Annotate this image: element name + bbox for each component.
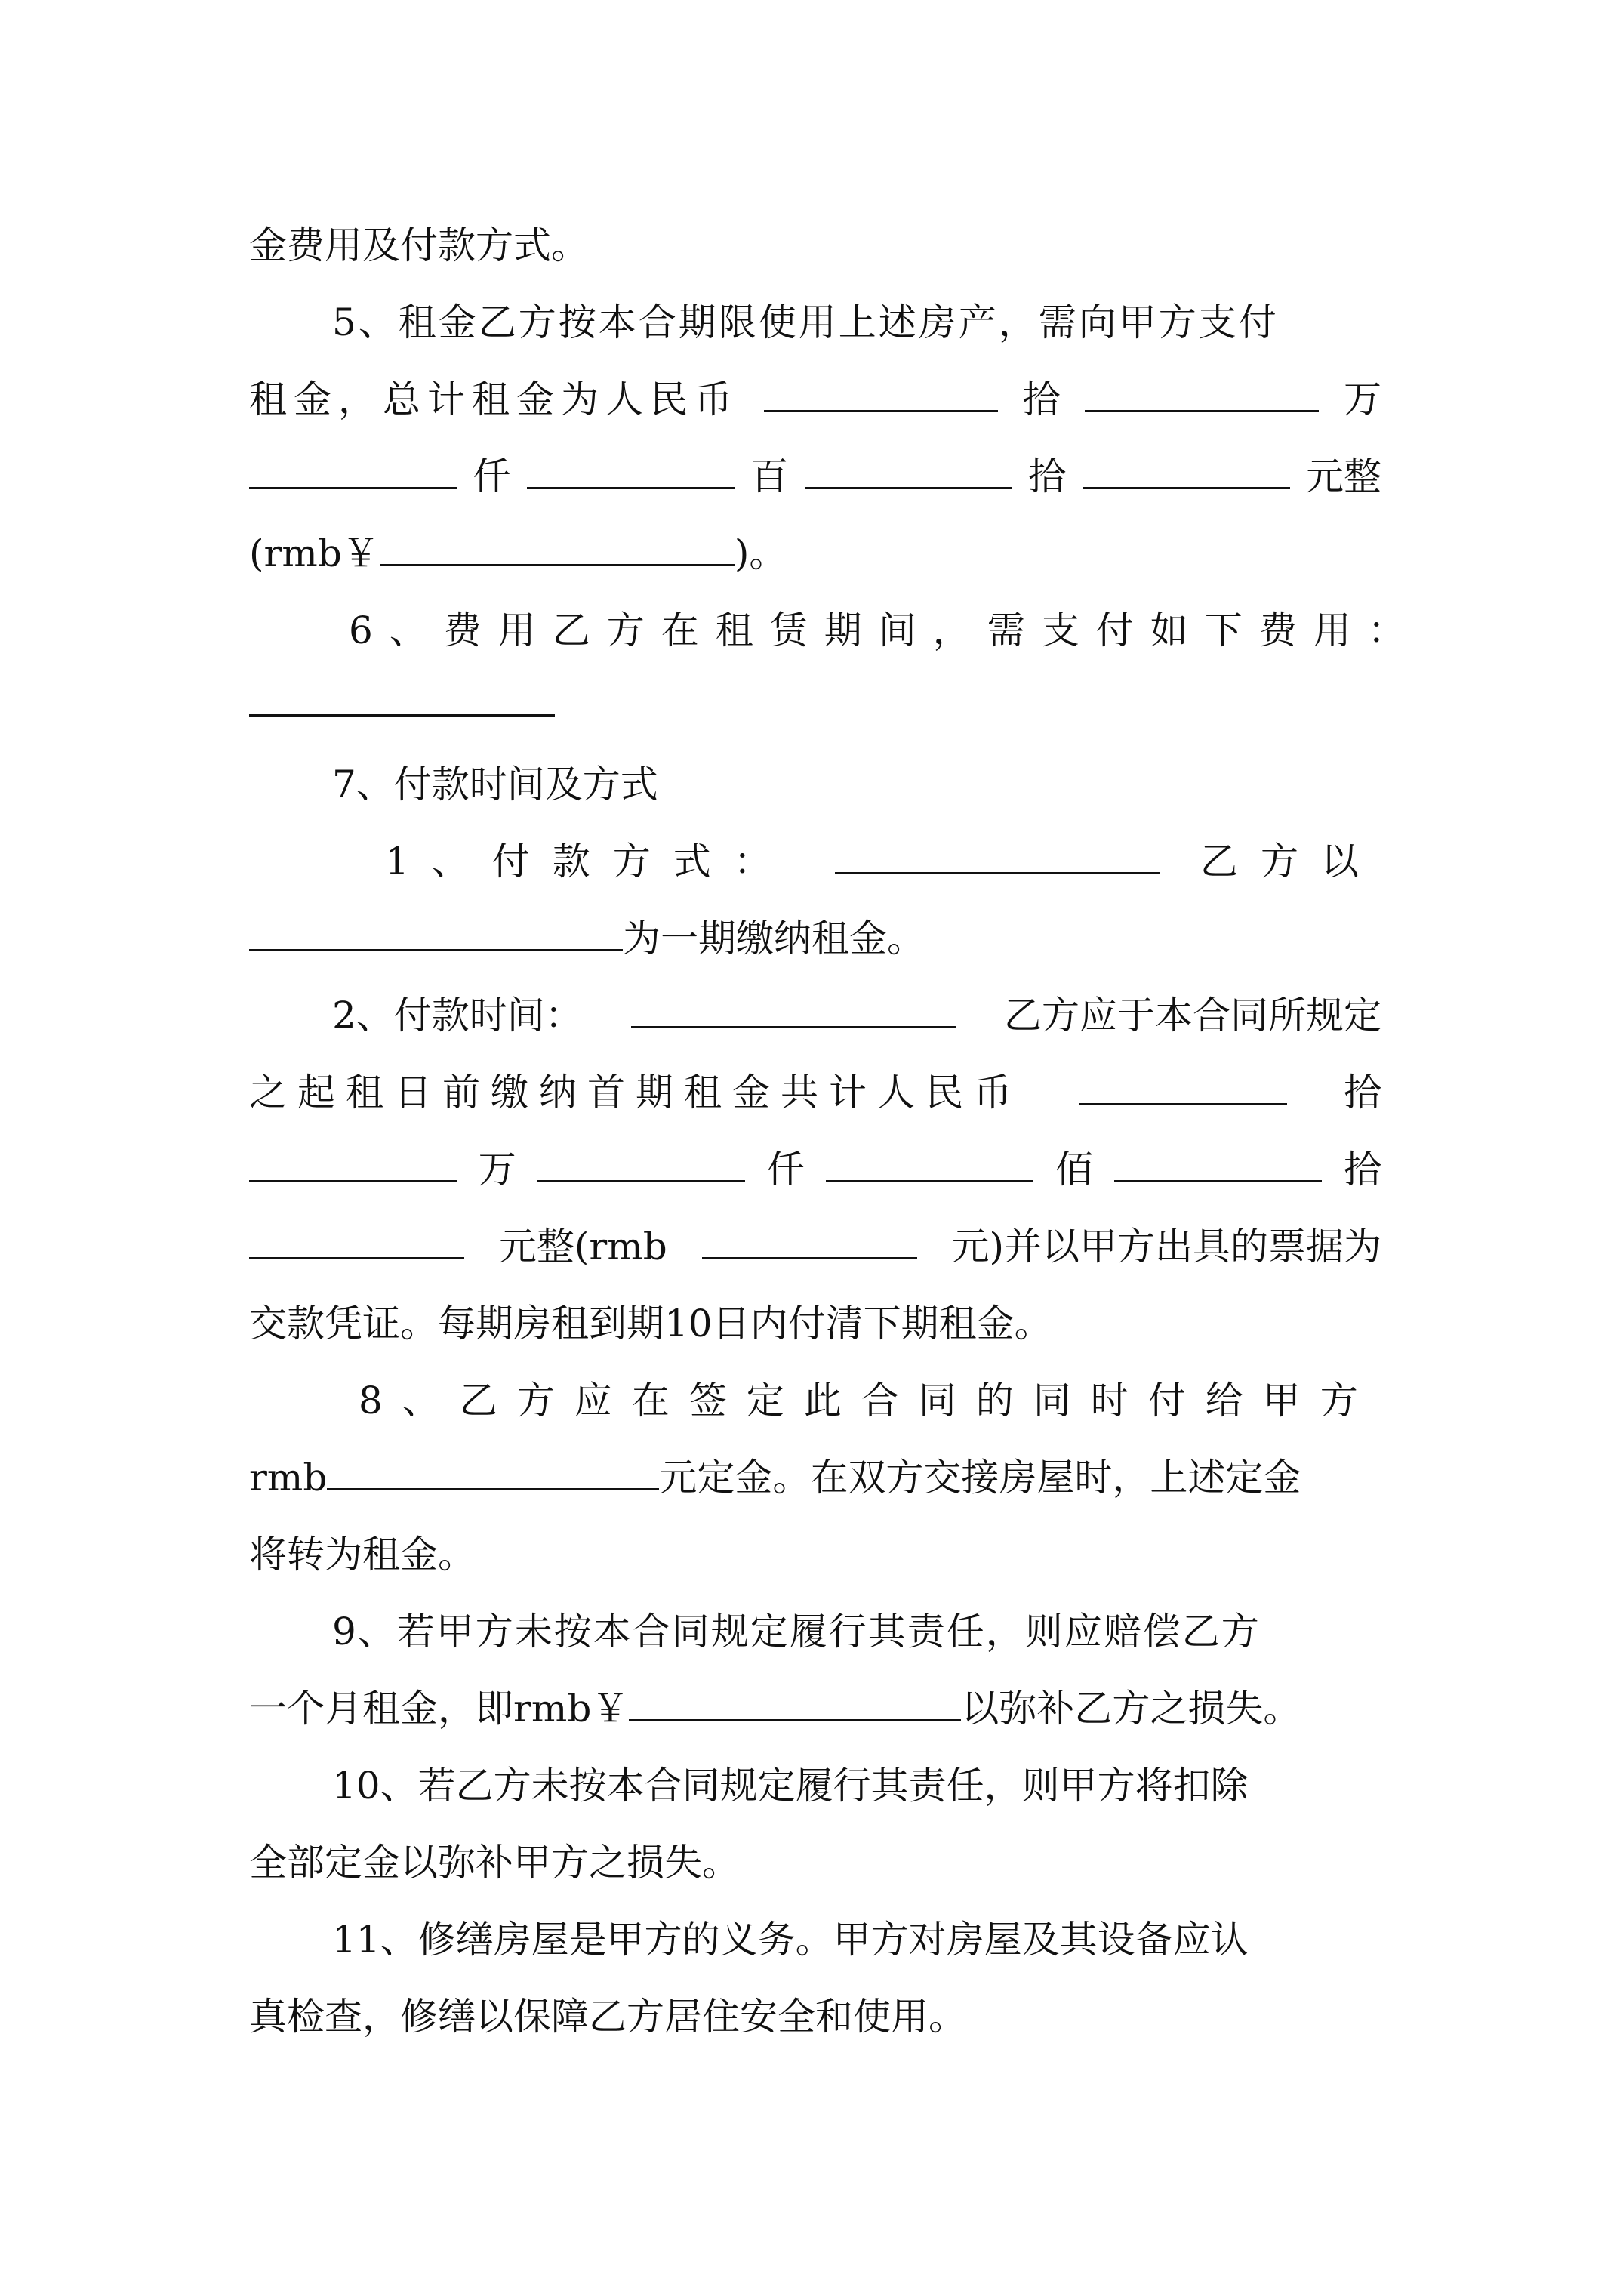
blank-field[interactable]	[327, 1455, 659, 1490]
blank-field[interactable]	[249, 681, 555, 717]
clause-7-text: 1、付款方式：	[385, 840, 794, 883]
clause-5-text: (rmb￥	[249, 532, 380, 575]
blank-field[interactable]	[537, 1147, 745, 1182]
blank-field[interactable]	[835, 839, 1160, 874]
blank-field[interactable]	[1114, 1147, 1322, 1182]
blank-field[interactable]	[249, 916, 623, 951]
clause-5-text: 仟	[473, 455, 511, 498]
clause-5-text: 元整	[1305, 455, 1381, 498]
blank-field[interactable]	[1079, 1070, 1287, 1105]
clause-7-line	[249, 912, 1381, 965]
clause-5-text: 万	[1344, 378, 1381, 421]
clause-7-line	[332, 989, 1381, 1042]
clause-7-text: 万	[478, 1148, 516, 1191]
clause-7-line	[249, 1143, 1381, 1196]
clause-6-text: 6、费用乙方在租赁期间，需支付如下费用：	[349, 609, 1422, 652]
clause-8-line	[249, 1451, 1381, 1504]
clause-5-text: 拾	[1022, 378, 1061, 421]
clause-9-line	[332, 1605, 1464, 1658]
clause-7-text: 乙方应于本合同所规定	[1004, 994, 1381, 1037]
clause-7-text: 乙方以	[1200, 840, 1381, 883]
blank-field[interactable]	[1085, 377, 1319, 412]
text-line	[249, 219, 1381, 272]
clause-11-line	[332, 1913, 1464, 1966]
clause-9-line	[249, 1682, 1381, 1735]
clause-7-line	[249, 1066, 1381, 1119]
clause-7-text: 之起租日前缴纳首期租金共计人民币	[249, 1071, 1022, 1114]
blank-field[interactable]	[702, 1224, 917, 1259]
blank-field[interactable]	[764, 377, 998, 412]
clause-11-text: 11、修缮房屋是甲方的义务。甲方对房屋及其设备应认	[332, 1918, 1249, 1962]
blank-field[interactable]	[380, 531, 735, 566]
clause-7-text: 2、付款时间：	[332, 994, 583, 1037]
blank-field[interactable]	[249, 1147, 457, 1182]
clause-7-text: 为一期缴纳租金。	[623, 917, 925, 960]
clause-5-text: 5、租金乙方按本合期限使用上述房产，需向甲方支付	[332, 300, 1279, 344]
blank-field[interactable]	[826, 1147, 1033, 1182]
clause-5-text: )。	[734, 532, 787, 575]
clause-10-line	[249, 1836, 1381, 1889]
blank-field[interactable]	[805, 454, 1012, 489]
clause-7-text: 元)并以甲方出具的票据为	[951, 1225, 1381, 1268]
paragraph-text: 金费用及付款方式。	[249, 223, 589, 267]
clause-5-line	[332, 296, 1381, 349]
clause-9-text: 9、若甲方未按本合同规定履行其责任，则应赔偿乙方	[332, 1610, 1261, 1653]
clause-5-line	[249, 527, 1381, 580]
clause-7-heading	[332, 758, 1464, 811]
clause-7-line	[249, 1297, 1381, 1350]
blank-field[interactable]	[631, 993, 956, 1028]
clause-11-line	[249, 1990, 1381, 2043]
clause-11-text: 真检查，修缮以保障乙方居住安全和使用。	[249, 1995, 966, 2039]
clause-8-text: 元定金。在双方交接房屋时，上述定金	[659, 1456, 1301, 1499]
clause-7-text: 拾	[1343, 1148, 1381, 1191]
clause-5-text: 百	[750, 455, 789, 498]
clause-10-line	[332, 1759, 1464, 1812]
clause-5-text: 拾	[1028, 455, 1067, 498]
clause-8-text: 8、乙方应在签定此合同的同时付给甲方	[359, 1379, 1378, 1422]
clause-8-text: rmb	[249, 1456, 328, 1499]
clause-7-line	[385, 835, 1381, 888]
clause-10-text: 10、若乙方未按本合同规定履行其责任，则甲方将扣除	[332, 1764, 1249, 1808]
clause-7-line	[249, 1220, 1381, 1273]
clause-8-text: 将转为租金。	[249, 1533, 476, 1576]
blank-field[interactable]	[629, 1686, 961, 1721]
blank-field[interactable]	[527, 454, 735, 489]
clause-7-text: 佰	[1055, 1148, 1093, 1191]
clause-7-text: 交款凭证。每期房租到期10日内付清下期租金。	[249, 1302, 1052, 1345]
clause-6-line	[249, 681, 1381, 734]
clause-6-line	[349, 604, 1422, 657]
blank-field[interactable]	[249, 454, 457, 489]
clause-7-text: 7、付款时间及方式	[332, 763, 658, 806]
clause-7-text: 仟	[766, 1148, 805, 1191]
clause-7-text: 元整(rmb	[498, 1225, 667, 1268]
clause-8-line	[359, 1374, 1381, 1427]
clause-7-text: 拾	[1344, 1071, 1381, 1114]
clause-10-text: 全部定金以弥补甲方之损失。	[249, 1841, 740, 1885]
clause-9-text: 以弥补乙方之损失。	[961, 1687, 1301, 1730]
clause-8-line	[249, 1528, 1381, 1581]
clause-5-line	[249, 373, 1381, 426]
blank-field[interactable]	[1083, 454, 1290, 489]
clause-5-line	[249, 450, 1381, 503]
blank-field[interactable]	[249, 1224, 464, 1259]
clause-9-text: 一个月租金，即rmb￥	[249, 1687, 630, 1730]
clause-5-text: 租金，总计租金为人民币	[249, 378, 739, 421]
